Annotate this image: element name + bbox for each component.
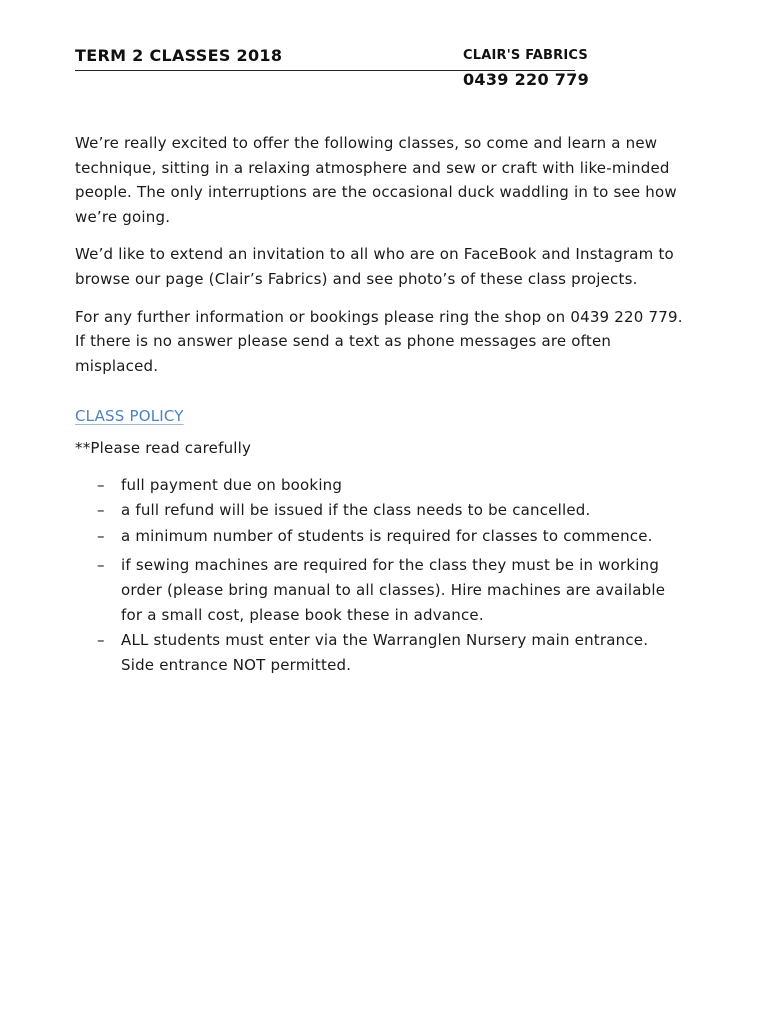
intro-paragraph: We’re really excited to offer the following classes, so come and learn a new technique, sitting in a relaxing atmosphere and sew or craft with like-minded people. The only interruptions are the occasional duck waddling in to see how we’re going. xyxy=(75,134,677,226)
social-media-paragraph: We’d like to extend an invitation to all who are on FaceBook and Instagram to browse our page (Clair’s Fabrics) and see photo’s of these class projects. xyxy=(75,245,674,288)
policy-item-text: if sewing machines are required for the class they must be in working order (please bring manual to all classes). Hire machines are available for a small cost, please book these in advance. xyxy=(121,556,666,624)
policy-item-text: full payment due on booking xyxy=(121,475,343,494)
bullet-dash: – xyxy=(97,556,105,575)
shop-phone: 0439 220 779 xyxy=(463,70,590,89)
page-title: TERM 2 CLASSES 2018 xyxy=(75,46,283,65)
contact-paragraph: For any further information or bookings please ring the shop on 0439 220 779. If there is no answer please send a text as phone messages are often misplaced. xyxy=(75,307,683,375)
policy-item-entrance xyxy=(75,628,685,677)
policy-item-text: ALL students must enter via the Warranglen Nursery main entrance. Side entrance NOT permitted. xyxy=(121,631,649,674)
policy-item-text: a minimum number of students is required for classes to commence. xyxy=(121,526,653,545)
bullet-dash: – xyxy=(97,475,105,494)
read-carefully-note: **Please read carefully xyxy=(75,438,252,457)
bullet-dash: – xyxy=(97,526,105,545)
document-body xyxy=(75,131,685,678)
policy-item-minimum-students xyxy=(75,524,685,549)
bullet-dash: – xyxy=(97,631,105,650)
bullet-dash: – xyxy=(97,501,105,520)
policy-item-payment xyxy=(75,473,685,498)
shop-name: CLAIR'S FABRICS xyxy=(463,48,588,63)
policy-item-text: a full refund will be issued if the class needs to be cancelled. xyxy=(121,501,591,520)
policy-item-sewing-machines xyxy=(75,553,685,627)
policy-list xyxy=(75,473,685,678)
class-policy-heading: CLASS POLICY xyxy=(75,407,184,426)
policy-item-refund xyxy=(75,498,685,523)
